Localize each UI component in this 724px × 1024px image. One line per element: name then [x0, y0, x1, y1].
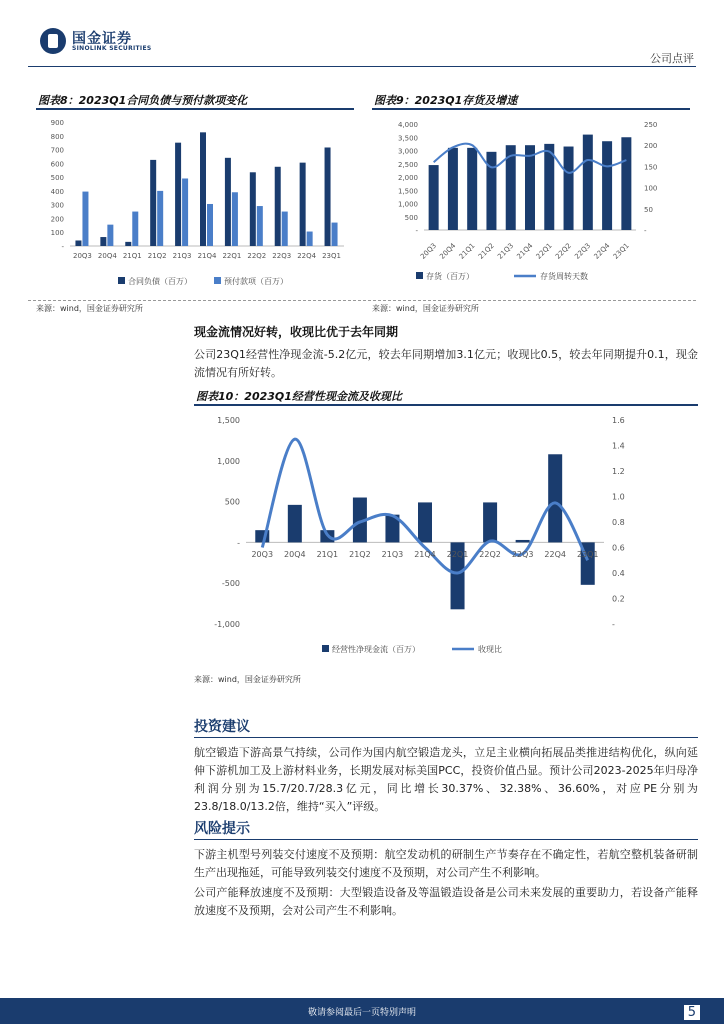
x-tick-label: 22Q3	[573, 241, 593, 261]
bar	[207, 204, 213, 246]
x-tick-label: 21Q3	[496, 241, 516, 261]
y2-tick-label: 1.2	[612, 467, 625, 476]
y-tick-label: 500	[404, 213, 418, 222]
y-tick-label: 600	[50, 160, 64, 169]
y-tick-label: 1,500	[217, 416, 240, 425]
bar	[307, 232, 313, 246]
header-divider	[28, 66, 696, 67]
cashflow-paragraph: 公司23Q1经营性净现金流-5.2亿元，较去年同期增加3.1亿元；收现比0.5，较去年同期提升0.1，现金流情况有所好转。	[194, 348, 698, 379]
x-tick-label: 20Q4	[284, 550, 306, 559]
bar	[175, 143, 181, 246]
y2-tick-label: -	[644, 227, 647, 235]
x-tick-label: 21Q1	[457, 241, 477, 261]
legend-label: 收现比	[478, 645, 502, 654]
x-tick-label: 21Q2	[349, 550, 371, 559]
y-tick-label: 3,000	[397, 147, 418, 156]
brand-name-en: SINOLINK SECURITIES	[72, 45, 152, 52]
bar	[288, 505, 302, 543]
bar	[282, 212, 288, 246]
y-tick-label: -	[415, 227, 418, 235]
x-tick-label: 22Q4	[592, 241, 612, 261]
y2-tick-label: 50	[644, 205, 653, 214]
y-tick-label: 1,000	[217, 456, 240, 466]
legend-swatch	[214, 277, 221, 284]
fig8-title: 图表8：2023Q1合同负债与预付款项变化	[38, 94, 248, 107]
bar	[125, 242, 131, 246]
page-number: 5	[684, 1005, 700, 1020]
x-tick-label: 21Q1	[122, 252, 142, 260]
x-tick-label: 22Q2	[479, 550, 501, 559]
fig10-title-rule	[194, 404, 698, 406]
y-tick-label: 1,000	[397, 200, 418, 209]
y-tick-label: 300	[50, 201, 64, 210]
y2-tick-label: 1.6	[612, 416, 625, 425]
investment-paragraph: 航空锻造下游高景气持续，公司作为国内航空锻造龙头，立足主业横向拓展品类推进结构优化，纵向延伸下游机加工及上游材料业务，长期发展对标美国PCC，投资价值凸显。预计公司2023-2025年归母净利润分别为15.7/20.7/28.3亿元，同比增长30.37%、32.38%、36.60%，对应PE分别为23.8/18.0/13.2倍，维持“买入”评级。	[194, 746, 698, 813]
y-tick-label: 2,500	[397, 160, 418, 169]
y-tick-label: 2,000	[397, 174, 418, 182]
bar	[621, 137, 631, 230]
x-tick-label: 22Q3	[511, 550, 534, 559]
x-tick-label: 23Q1	[576, 550, 599, 559]
y2-tick-label: 0.8	[612, 518, 625, 527]
fig10-title: 图表10：2023Q1经营性现金流及收现比	[196, 390, 402, 403]
x-tick-label: 22Q4	[297, 252, 317, 260]
y-tick-label: 700	[50, 146, 64, 155]
bar	[548, 454, 562, 542]
fig9-title-rule	[372, 108, 690, 110]
fig9-source: 来源：wind，国金证券研究所	[372, 304, 479, 313]
x-tick-label: 20Q4	[97, 252, 117, 260]
risk-paragraph-1: 下游主机型号列装交付速度不及预期：航空发动机的研制生产节奏存在不确定性，若航空整机装备研制生产出现拖延，可能导致列装交付速度不及预期，对公司产生不利影响。	[194, 848, 698, 879]
legend-label: 预付款项（百万）	[224, 277, 288, 286]
x-tick-label: 21Q4	[197, 252, 217, 260]
risk-heading: 风险提示	[194, 821, 250, 837]
fig10-chart	[194, 408, 698, 666]
bar	[544, 144, 554, 230]
x-tick-label: 20Q3	[73, 252, 92, 260]
bar	[75, 240, 81, 246]
x-tick-label: 22Q1	[446, 550, 469, 559]
y2-tick-label: 100	[644, 184, 658, 193]
y2-tick-label: 1.0	[612, 492, 625, 502]
y2-tick-label: 200	[644, 142, 658, 151]
y-tick-label: 900	[50, 119, 64, 127]
document-type: 公司点评	[650, 52, 694, 65]
y2-tick-label: 0.6	[612, 543, 625, 553]
bar	[275, 167, 281, 246]
bar	[82, 192, 88, 246]
brand-emblem-icon	[40, 28, 66, 54]
x-tick-label: 21Q3	[381, 550, 404, 559]
bar	[200, 132, 206, 246]
y-tick-label: -	[61, 243, 64, 251]
bar	[418, 502, 432, 542]
y-tick-label: -1,000	[214, 620, 240, 629]
brand-name-cn: 国金证券	[72, 31, 132, 47]
legend-swatch	[416, 272, 423, 279]
bar	[107, 225, 113, 246]
bar	[132, 212, 138, 246]
y-tick-label: -	[237, 538, 240, 548]
y-tick-label: 500	[50, 174, 64, 183]
legend-label: 存货周转天数	[540, 272, 588, 281]
x-tick-label: 23Q1	[611, 241, 631, 261]
x-tick-label: 21Q3	[172, 252, 192, 260]
y2-tick-label: 150	[644, 163, 658, 172]
x-tick-label: 22Q3	[272, 252, 292, 260]
figure-divider	[28, 300, 696, 301]
x-tick-label: 22Q2	[247, 252, 267, 260]
legend-swatch	[322, 645, 329, 652]
y-tick-label: 4,000	[397, 121, 418, 129]
bar	[516, 540, 530, 542]
x-tick-label: 21Q2	[476, 241, 496, 261]
x-tick-label: 21Q2	[147, 252, 167, 260]
y2-tick-label: 0.4	[612, 569, 625, 578]
bar	[150, 160, 156, 246]
bar	[182, 178, 188, 246]
y-tick-label: 3,500	[397, 134, 418, 143]
y-tick-label: 400	[50, 187, 64, 196]
bar	[525, 145, 535, 230]
y-tick-label: 200	[50, 215, 64, 224]
bar	[157, 191, 163, 246]
bar	[300, 163, 306, 246]
fig9-title: 图表9：2023Q1存货及增速	[374, 94, 518, 107]
bar	[325, 147, 331, 246]
bar	[232, 192, 238, 246]
investment-rule	[194, 737, 698, 738]
x-tick-label: 20Q3	[251, 550, 274, 559]
bar	[583, 135, 593, 230]
x-tick-label: 22Q1	[222, 252, 242, 260]
y-tick-label: 100	[50, 229, 64, 238]
bar	[332, 223, 338, 246]
fig8-chart	[36, 112, 354, 294]
risk-rule	[194, 839, 698, 840]
bar	[100, 237, 106, 246]
x-tick-label: 22Q2	[553, 241, 573, 261]
bar	[602, 141, 612, 230]
bar	[467, 148, 477, 230]
bar	[448, 148, 458, 230]
x-tick-label: 22Q1	[534, 241, 554, 261]
footer-disclaimer: 敬请参阅最后一页特别声明	[307, 1008, 416, 1018]
legend-label: 存货（百万）	[426, 272, 474, 281]
fig10-source: 来源：wind，国金证券研究所	[194, 675, 301, 684]
x-tick-label: 21Q4	[414, 550, 436, 559]
x-tick-label: 23Q1	[322, 252, 341, 260]
bar	[429, 165, 439, 230]
legend-label: 经营性净现金流（百万）	[332, 645, 420, 654]
y-tick-label: 1,500	[397, 187, 418, 196]
x-tick-label: 22Q4	[544, 550, 566, 559]
x-tick-label: 20Q4	[438, 241, 458, 261]
bar	[564, 147, 574, 230]
bar	[257, 206, 263, 246]
y2-tick-label: -	[612, 620, 615, 629]
fig8-source: 来源：wind，国金证券研究所	[36, 304, 143, 313]
fig9-chart	[372, 112, 690, 294]
y2-tick-label: 250	[644, 121, 658, 129]
legend-label: 合同负债（百万）	[128, 277, 192, 286]
y-tick-label: 800	[50, 132, 64, 141]
y2-tick-label: 0.2	[612, 594, 625, 604]
x-tick-label: 21Q1	[316, 550, 339, 559]
bar	[483, 502, 497, 542]
fig8-title-rule	[36, 108, 354, 110]
legend-swatch	[118, 277, 125, 284]
investment-heading: 投资建议	[194, 719, 250, 735]
y2-tick-label: 1.4	[612, 441, 625, 451]
y-tick-label: -500	[221, 579, 240, 589]
y-tick-label: 500	[224, 497, 240, 507]
risk-paragraph-2: 公司产能释放速度不及预期：大型锻造设备及等温锻造设备是公司未来发展的重要助力，若设备产能释放速度不及预期，会对公司产生不利影响。	[194, 886, 698, 917]
footer-bar	[0, 998, 724, 1024]
brand-logo	[40, 28, 200, 58]
cashflow-heading: 现金流情况好转，收现比优于去年同期	[194, 325, 399, 339]
x-tick-label: 20Q3	[419, 241, 439, 261]
bar	[250, 172, 256, 246]
bar	[225, 158, 231, 246]
x-tick-label: 21Q4	[515, 241, 535, 261]
